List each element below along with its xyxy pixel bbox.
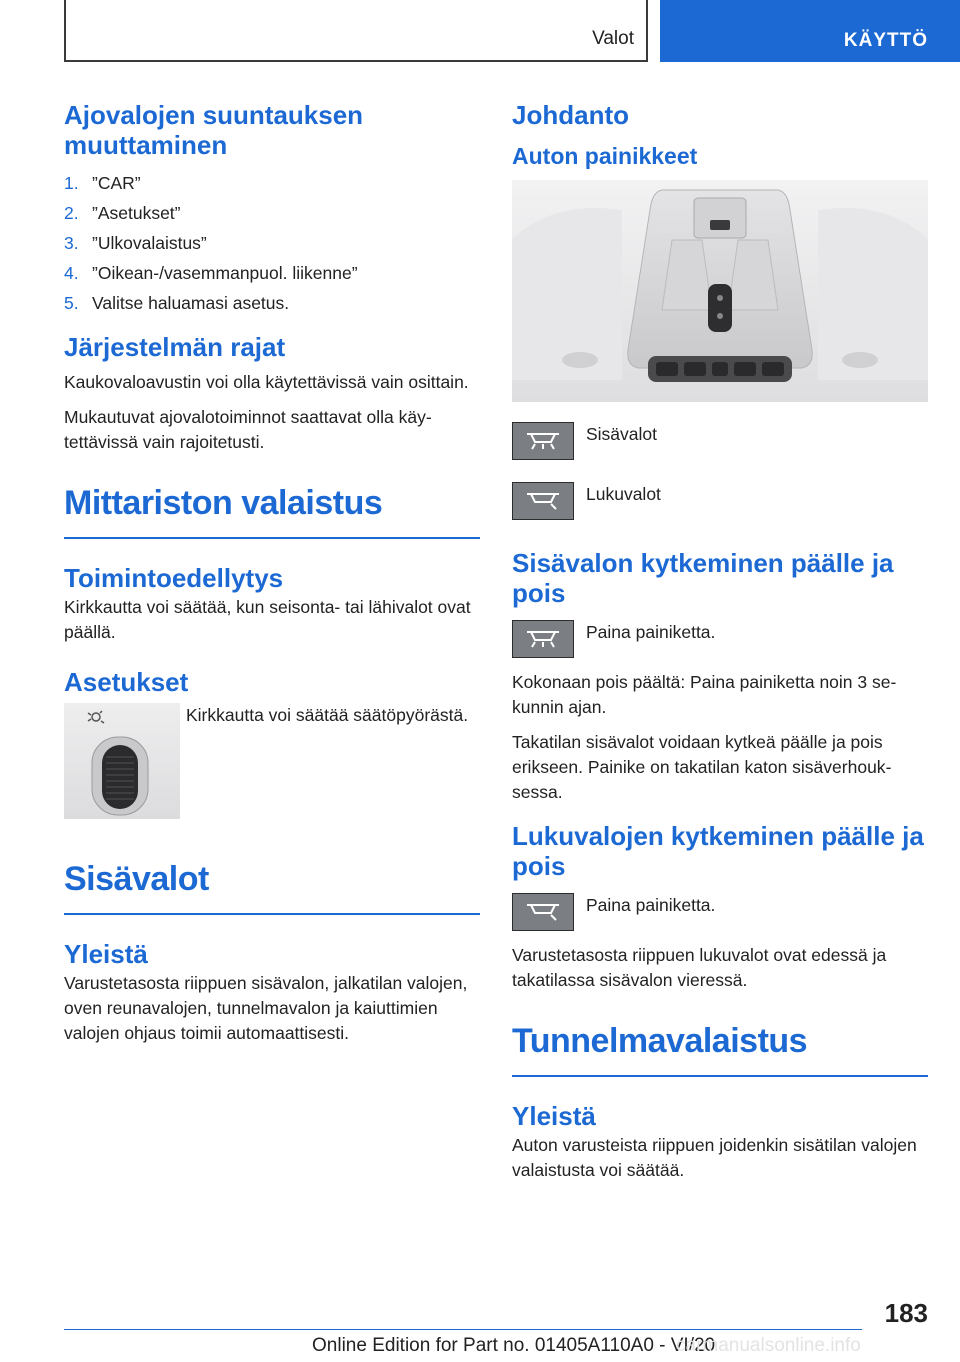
instrument-lighting-heading: Mittariston valaistus xyxy=(64,483,480,539)
ambient-lighting-heading: Tunnelmavalaistus xyxy=(512,1021,928,1077)
right-column xyxy=(512,100,928,1193)
step-text: ”Oikean-/vasemmanpuol. liikenne” xyxy=(92,263,358,283)
footer-divider xyxy=(64,1329,862,1330)
steps-list xyxy=(64,168,480,318)
introduction-heading: Johdanto xyxy=(512,100,629,130)
limits-paragraph-1: Kaukovaloavustin voi olla käytettävissä vain osittain. xyxy=(64,372,469,392)
step-text: Valitse haluamasi asetus. xyxy=(92,293,290,313)
brightness-wheel-image xyxy=(64,703,180,819)
settings-text: Kirkkautta voi säätää säätöpyörästä. xyxy=(186,705,469,725)
watermark-text: carmanualsonline.info xyxy=(676,1335,861,1356)
list-item xyxy=(64,258,480,288)
settings-heading: Asetukset xyxy=(64,667,189,697)
step-number: 5. xyxy=(64,293,79,313)
step-text: ”CAR” xyxy=(92,173,141,193)
reading-light-label: Lukuvalot xyxy=(586,484,661,504)
roof-console-photo xyxy=(512,180,928,402)
list-item xyxy=(64,228,480,258)
car-buttons-heading: Auton painikkeet xyxy=(512,143,698,169)
system-limits-heading: Järjestelmän rajat xyxy=(64,332,286,362)
interior-switch-heading: Sisävalon kytkeminen päälle ja pois xyxy=(512,548,894,608)
rear-lights-text: Takatilan sisävalot voidaan kytkeä päälle ja pois erikseen. Painike on takatilan katon sisäverhouksessa. xyxy=(512,732,892,802)
header-chapter-box xyxy=(660,0,960,62)
interior-switch-row xyxy=(512,620,928,658)
interior-light-button-row xyxy=(512,422,928,460)
ambient-general-heading: Yleistä xyxy=(512,1101,596,1131)
ambient-text: Auton varusteista riippuen joidenkin sisätilan valojen valaistusta voi säätää. xyxy=(512,1135,917,1180)
step-text: ”Asetukset” xyxy=(92,203,181,223)
header-chapter-title: KÄYTTÖ xyxy=(843,30,928,51)
press-button-text: Paina painiketta. xyxy=(586,622,716,642)
edition-text: Online Edition for Part no. 01405A110A0 - VI/20 xyxy=(312,1335,716,1356)
thumbwheel-icon xyxy=(64,703,180,819)
prerequisites-heading: Toimintoedellytys xyxy=(64,563,284,593)
settings-block xyxy=(64,703,480,819)
general-heading: Yleistä xyxy=(64,939,148,969)
step-number: 1. xyxy=(64,173,79,193)
reading-light-button-row xyxy=(512,482,928,520)
reading-switch-row xyxy=(512,893,928,931)
list-item xyxy=(64,168,480,198)
roof-console-illustration xyxy=(512,180,928,402)
headlight-direction-heading: Ajovalojen suuntauksen muuttaminen xyxy=(64,100,364,160)
step-number: 2. xyxy=(64,203,79,223)
step-number: 3. xyxy=(64,233,79,253)
reading-light-icon xyxy=(512,482,574,520)
reading-lights-text: Varustetasosta riippuen lukuvalot ovat edessä ja takatilassa sisävalon vieressä. xyxy=(512,945,887,990)
general-text: Varustetasosta riippuen sisävalon, jalkatilan valojen, oven reunavalojen, tunnelmavalon ja kaiuttimien valojen ohjaus toimii automaattisesti. xyxy=(64,973,468,1043)
interior-lights-heading: Sisävalot xyxy=(64,859,480,915)
step-number: 4. xyxy=(64,263,79,283)
interior-light-icon xyxy=(512,620,574,658)
limits-paragraph-2: Mukautuvat ajovalotoiminnot saattavat olla käytettävissä vain rajoitetusti. xyxy=(64,407,432,452)
interior-light-label: Sisävalot xyxy=(586,424,658,444)
header-section-title: Valot xyxy=(592,28,634,49)
page-number: 183 xyxy=(884,1298,928,1328)
reading-switch-heading: Lukuvalojen kytkeminen päälle ja pois xyxy=(512,821,924,881)
interior-light-icon xyxy=(512,422,574,460)
header-section-box xyxy=(64,0,648,62)
list-item xyxy=(64,288,480,318)
list-item xyxy=(64,198,480,228)
left-column xyxy=(64,100,480,1056)
reading-light-icon xyxy=(512,893,574,931)
prerequisites-text: Kirkkautta voi säätää, kun seisonta- tai lähivalot ovat päällä. xyxy=(64,597,471,642)
step-text: ”Ulkovalaistus” xyxy=(92,233,207,253)
interior-off-text: Kokonaan pois päältä: Paina painiketta noin 3 sekunnin ajan. xyxy=(512,672,897,717)
press-button-text: Paina painiketta. xyxy=(586,895,716,915)
